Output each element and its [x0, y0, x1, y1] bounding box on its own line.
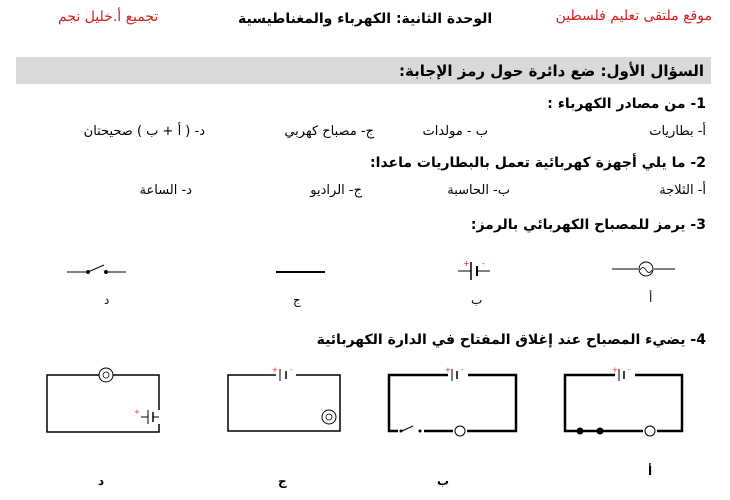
svg-text:+: +	[134, 408, 140, 416]
circuit-b[interactable]	[389, 366, 516, 437]
q3-label-b: ب	[471, 293, 483, 307]
svg-text:-: -	[628, 366, 631, 374]
q4-label-a: أ	[648, 464, 653, 478]
lamp-icon	[455, 426, 465, 436]
site-name: موقع ملتقى تعليم فلسطين	[555, 8, 712, 24]
lamp-icon	[645, 426, 655, 436]
svg-text:-: -	[461, 366, 464, 374]
q1-option-b[interactable]: ب - مولدات	[422, 124, 488, 139]
lamp-icon	[99, 368, 113, 382]
battery-symbol[interactable]	[458, 259, 490, 280]
svg-text:+: +	[612, 366, 618, 374]
q1-option-d[interactable]: د- ( أ + ب ) صحيحتان	[83, 124, 205, 139]
q2-option-b[interactable]: ب- الحاسبة	[447, 183, 510, 198]
q2-option-d[interactable]: د- الساعة	[139, 183, 192, 198]
q1-prompt: 1- من مصادر الكهرباء :	[547, 96, 706, 112]
q3-label-d: د	[104, 293, 110, 307]
q4-label-c: ج	[278, 474, 287, 488]
svg-text:+: +	[445, 366, 451, 374]
q3-label-a: أ	[649, 291, 653, 305]
q2-prompt: 2- ما يلي أجهزة كهربائية تعمل بالبطاريات ماعدا:	[370, 155, 706, 171]
switch-symbol[interactable]	[67, 265, 126, 274]
svg-text:-: -	[290, 366, 293, 374]
closed-switch-icon	[577, 428, 584, 435]
circuit-a[interactable]	[565, 366, 682, 437]
q3-label-c: ج	[293, 293, 301, 307]
svg-text:+: +	[463, 259, 470, 268]
q4-label-b: ب	[437, 474, 450, 488]
q1-option-a[interactable]: أ- بطاريات	[649, 124, 706, 139]
lamp-icon	[322, 410, 336, 424]
svg-text:+: +	[272, 366, 278, 374]
author-credit: تجميع أ.خليل نجم	[58, 9, 159, 25]
q2-option-a[interactable]: أ- الثلاجة	[659, 183, 706, 198]
lamp-symbol[interactable]	[612, 262, 675, 276]
unit-title: الوحدة الثانية: الكهرباء والمغناطيسية	[238, 11, 493, 27]
svg-text:-: -	[482, 259, 485, 268]
q1-option-c[interactable]: ج- مصباح كهربي	[284, 124, 374, 139]
circuit-c[interactable]	[228, 366, 340, 431]
question-title: السؤال الأول: ضع دائرة حول رمز الإجابة:	[399, 62, 704, 80]
q4-label-d: د	[98, 474, 105, 488]
q3-prompt: 3- يرمز للمصباح الكهربائي بالرمز:	[470, 217, 706, 233]
q4-prompt: 4- يضيء المصباح عند إغلاق المفتاح في الدارة الكهربائية	[316, 332, 706, 348]
q2-option-c[interactable]: ج- الراديو	[310, 183, 362, 198]
circuit-d[interactable]	[47, 368, 162, 432]
